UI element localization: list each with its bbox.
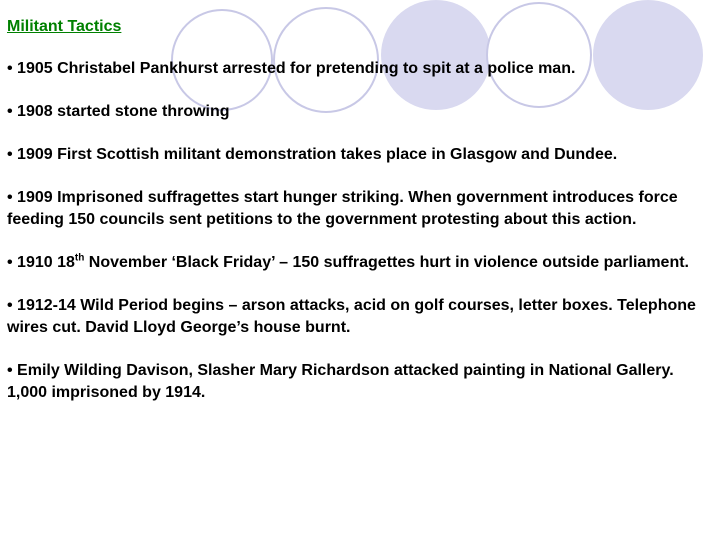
bullet-1912-wild-period: • 1912-14 Wild Period begins – arson attacks, acid on golf courses, letter boxes. Telephone wires cut. David Lloyd George’s house burnt. (7, 297, 696, 336)
ordinal-suffix: th (74, 252, 85, 264)
bullet-1908: • 1908 started stone throwing (7, 103, 230, 120)
bullet-1905: • 1905 Christabel Pankhurst arrested for pretending to spit at a police man. (7, 60, 576, 77)
bullet-davison-richardson: • Emily Wilding Davison, Slasher Mary Richardson attacked painting in National Gallery. 1,000 imprisoned by 1914. (7, 362, 674, 401)
bullet-1910-black-friday (7, 252, 707, 274)
black-friday-prefix: • 1910 18 (7, 254, 75, 271)
bullet-1909-scottish: • 1909 First Scottish militant demonstration takes place in Glasgow and Dundee. (7, 146, 618, 163)
slide-content (7, 18, 707, 425)
bullet-1909-hunger-strike: • 1909 Imprisoned suffragettes start hunger striking. When government introduces force feeding 150 councils sent petitions to the government protesting about this action. (7, 189, 678, 228)
black-friday-text: November ‘Black Friday’ – 150 suffragettes hurt in violence outside parliament. (84, 254, 689, 271)
slide-title: Militant Tactics (7, 18, 122, 35)
